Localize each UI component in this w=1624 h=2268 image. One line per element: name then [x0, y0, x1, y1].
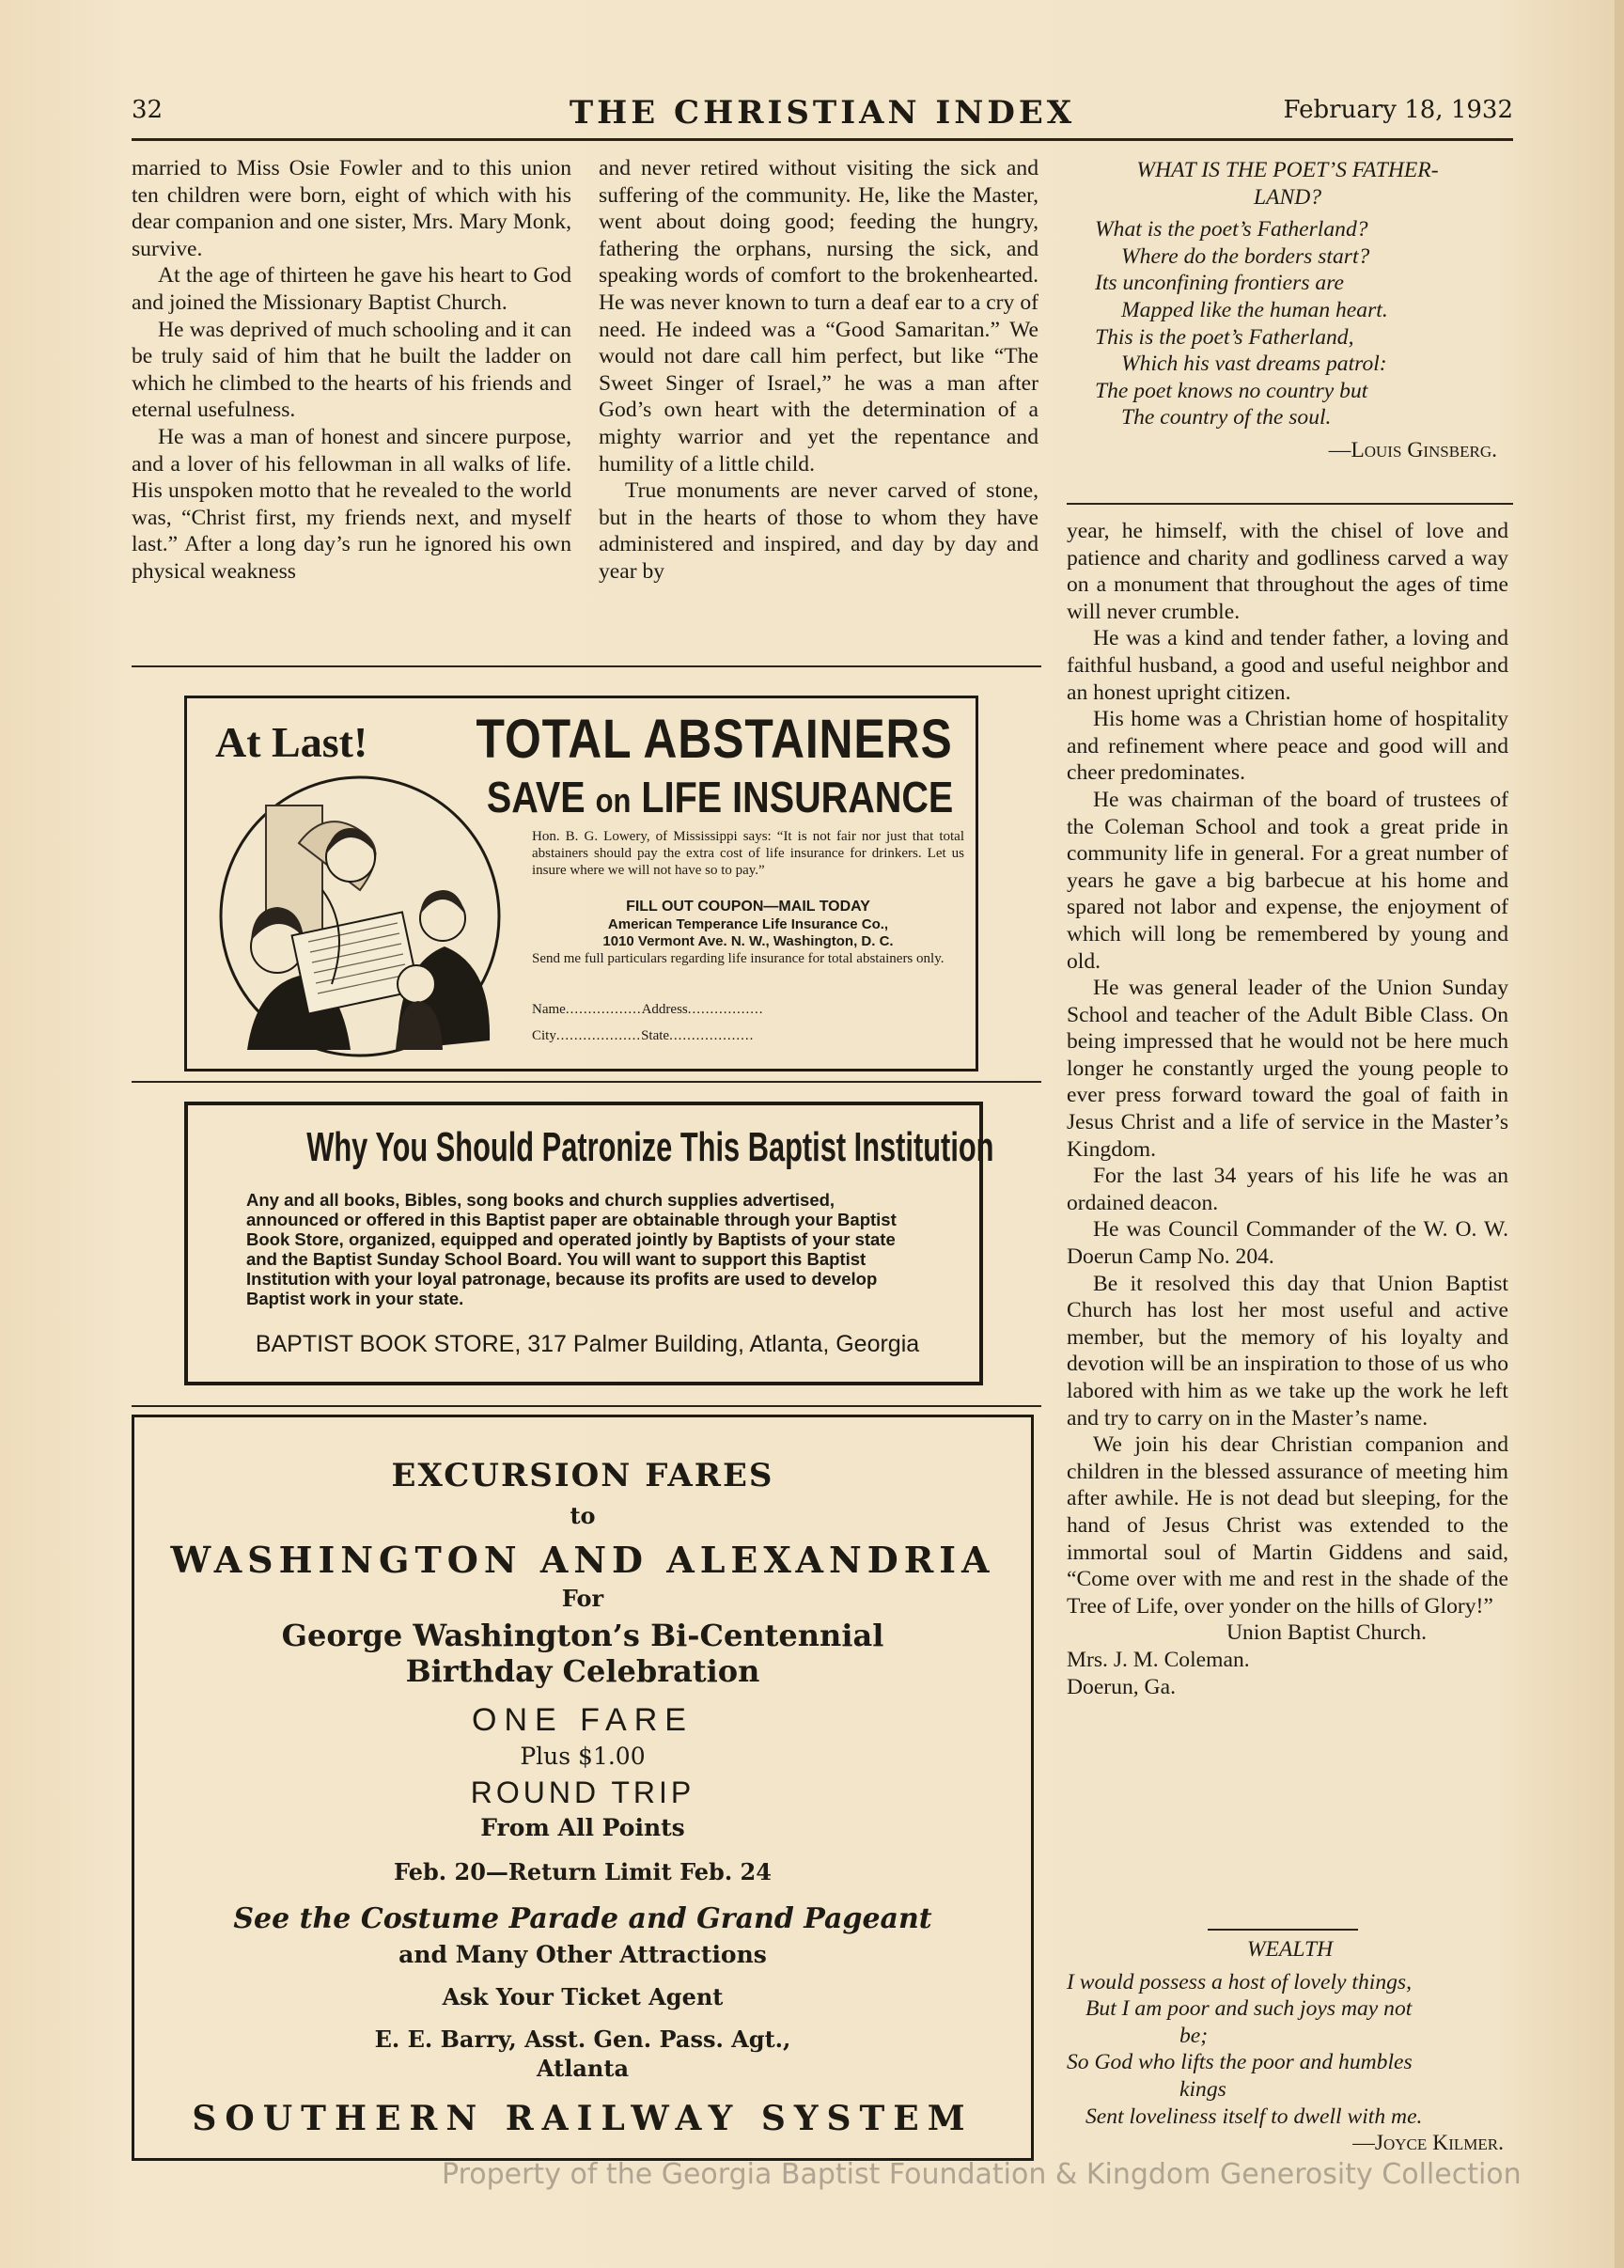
coupon-row-1: [532, 1001, 964, 1019]
bookstore-footer: BAPTIST BOOK STORE, 317 Palmer Building, Atlanta, Georgia: [255, 1331, 920, 1357]
railway-line: to: [570, 1502, 596, 1529]
ad-subheadline: [487, 772, 953, 822]
column-2-text: [599, 155, 1038, 586]
publication-title: THE CHRISTIAN INDEX: [569, 94, 1076, 132]
paragraph: Be it resolved this day that Union Baptist Church has lost her most useful and active member, but the memory of his loyalty and devotion will be an inspiration to those of us who labored with him as we take up the work he left and try to carry on in the Master’s name.: [1067, 1271, 1508, 1431]
bookstore-headline: Why You Should Patronize This Baptist Institution: [306, 1124, 994, 1170]
ad-subheadline-part: LIFE INSURANCE: [641, 773, 953, 821]
railway-content: [134, 1417, 1031, 2138]
coupon-address-label: Address: [641, 1002, 688, 1017]
poem-line: Sent loveliness itself to dwell with me.: [1085, 2104, 1423, 2129]
paragraph: He was a kind and tender father, a loving and faithful husband, a good and useful neighbor and an honest upright citizen.: [1067, 626, 1508, 705]
coupon-name-label: Name: [532, 1002, 566, 1017]
railway-line: SOUTHERN RAILWAY SYSTEM: [192, 2099, 974, 2138]
ad-company: American Temperance Life Insurance Co.,: [607, 916, 889, 932]
poem-line: I would possess a host of lovely things,: [1067, 1969, 1413, 1994]
paragraph: At the age of thirteen he gave his heart to God and joined the Missionary Baptist Church.: [132, 263, 571, 315]
paragraph: He was chairman of the board of trustees of the Coleman School and took a great pride in community life in general. For a great number of years he gave a big barbecue at his home and spared not labor and expense, the enjoyment of which will long be remembered by young and old.: [1067, 787, 1508, 974]
ad-headline-right: TOTAL ABSTAINERS: [476, 709, 953, 770]
issue-date: February 18, 1932: [1283, 96, 1513, 124]
railway-line: Plus $1.00: [520, 1743, 646, 1770]
coupon-address-field[interactable]: .................: [687, 1002, 764, 1017]
page-edge: [1615, 0, 1624, 2268]
poem-line: But I am poor and such joys may not: [1085, 1996, 1413, 2022]
ad-divider-rule: [132, 1405, 1041, 1407]
signature-place: Doerun, Ga.: [1067, 1674, 1176, 1699]
poem-divider-rule: [1067, 503, 1513, 505]
ad-divider-rule: [132, 1081, 1041, 1083]
poem-line: be;: [1179, 2023, 1209, 2048]
railway-line: and Many Other Attractions: [398, 1941, 767, 1968]
railway-line: Atlanta: [536, 2055, 630, 2082]
paragraph: He was deprived of much schooling and it can be truly said of him that he built the ladder on which he climbed to the hearts of his friends and eternal usefulness.: [132, 317, 571, 423]
railway-line: For: [561, 1585, 604, 1612]
poem-poets-fatherland: [1067, 157, 1508, 464]
paragraph: He was general leader of the Union Sunday School and teacher of the Adult Bible Class. On being impressed that he would not be here much longer he constantly urged the young people to ever press forward toward the goal of faith in Jesus Christ and a life of service in the Master’s Kingdom.: [1067, 976, 1508, 1162]
coupon-state-field[interactable]: ...................: [669, 1028, 755, 1043]
bookstore-body: Any and all books, Bibles, song books and church supplies advertised, announced or offered in this Baptist paper are obtainable through your Baptist Book Store, organized, equipped and operated jointly by Baptists of your state and the Baptist Sunday School Board. You will want to support this Baptist Institution with your loyal patronage, because its profits are used to develop Baptist work in your state.: [246, 1190, 897, 1308]
poem-line: The country of the soul.: [1121, 405, 1332, 430]
column-1-text: [132, 155, 571, 586]
coupon-row-2: [532, 1027, 964, 1045]
header-rule: [132, 138, 1513, 141]
coupon-state-label: State: [641, 1028, 670, 1043]
paragraph: We join his dear Christian companion and children in the blessed assurance of meeting him after awhile. He is not dead but sleeping, for the hand of Jesus Christ was extended to the immortal soul of Martin Giddens and said, “Come over with me and rest in the shade of the Tree of Life, over yonder on the hills of Glory!”: [1067, 1432, 1508, 1619]
poem-line: What is the poet’s Fatherland?: [1095, 217, 1368, 242]
paragraph: True monuments are never carved of stone, but in the hearts of those to whom they have administered and inspired, and day by day and year by: [599, 478, 1038, 584]
poem-wealth: [1067, 1936, 1513, 2157]
poem-line: The poet knows no country but: [1095, 378, 1368, 403]
paragraph: He was a man of honest and sincere purpose, and a lover of his fellowman in all walks of life. His unspoken motto that he revealed to the world was, “Christ first, my friends next, and myself last.” After a long day’s run he ignored his own physical weakness: [132, 424, 571, 584]
poem-line: Mapped like the human heart.: [1121, 297, 1388, 322]
coupon-city-field[interactable]: ...................: [555, 1028, 642, 1043]
bookstore-ad: [184, 1102, 994, 1385]
railway-line: ONE FARE: [472, 1702, 694, 1738]
page-number: 32: [132, 96, 164, 124]
coupon-city-label: City: [532, 1028, 556, 1043]
railway-line: George Washington’s Bi-Centennial: [281, 1618, 884, 1653]
railway-ad: [132, 1415, 1034, 2161]
poem-title: WHAT IS THE POET’S FATHER-: [1136, 158, 1439, 182]
ad-subheadline-part: SAVE: [486, 773, 586, 821]
poem-line: This is the poet’s Fatherland,: [1095, 324, 1354, 350]
ad-cta: FILL OUT COUPON—MAIL TODAY: [626, 899, 870, 915]
ad-headline-left: At Last!: [215, 718, 368, 766]
poem-line: Its unconfining frontiers are: [1095, 271, 1344, 296]
paragraph: married to Miss Osie Fowler and to this union ten children were born, eight of which with his dear companion and one sister, Mrs. Mary Monk, survive.: [132, 156, 571, 261]
railway-line: E. E. Barry, Asst. Gen. Pass. Agt.,: [374, 2026, 791, 2053]
railway-line: Birthday Celebration: [405, 1653, 760, 1689]
paragraph: His home was a Christian home of hospitality and refinement where peace and good will and cheer predominates.: [1067, 707, 1508, 786]
ad-address: 1010 Vermont Ave. N. W., Washington, D. C.: [602, 933, 894, 949]
signature-name: Mrs. J. M. Coleman.: [1067, 1647, 1250, 1672]
family-reading-illustration: [210, 768, 510, 1059]
railway-line: ROUND TRIP: [470, 1775, 695, 1809]
page-header: [132, 94, 1513, 132]
signature-church: Union Baptist Church.: [1226, 1620, 1427, 1646]
railway-line: From All Points: [480, 1814, 685, 1841]
railway-line: WASHINGTON AND ALEXANDRIA: [170, 1539, 995, 1581]
poem-author: —Louis Ginsberg.: [1328, 437, 1497, 462]
poem-title: WEALTH: [1246, 1937, 1334, 1962]
column-3-text: [1067, 518, 1508, 1700]
poem-author: —Joyce Kilmer.: [1352, 2131, 1504, 2156]
poem-line: So God who lifts the poor and humbles: [1067, 2050, 1413, 2075]
insurance-ad: [184, 696, 978, 1071]
paragraph: He was Council Commander of the W. O. W. Doerun Camp No. 204.: [1067, 1217, 1508, 1270]
coupon-name-field[interactable]: .................: [565, 1002, 642, 1017]
railway-line: See the Costume Parade and Grand Pageant: [233, 1902, 932, 1935]
collection-watermark: Property of the Georgia Baptist Foundation & Kingdom Generosity Collection: [442, 2158, 1522, 2191]
paragraph: For the last 34 years of his life he was an ordained deacon.: [1067, 1164, 1508, 1215]
column-divider-rule: [132, 665, 1041, 667]
ad-subheadline-part: on: [595, 781, 632, 820]
paragraph: and never retired without visiting the sick and suffering of the community. He, like the Master, went about doing good; feeding the hungry, fathering the orphans, nursing the sick, and speaking words of comfort to the brokenhearted. He was never known to turn a deaf ear to a cry of need. He indeed was a “Good Samaritan.” We would not dare call him perfect, but like “The Sweet Singer of Israel,” he was a man after God’s own heart with the determination of a mighty warrior and yet the repentance and humility of a little child.: [599, 156, 1038, 477]
paragraph: year, he himself, with the chisel of love and patience and charity and godliness carved a way on a monument that throughout the ages of time will never crumble.: [1067, 519, 1508, 624]
poem-line: kings: [1179, 2076, 1226, 2102]
poem-title: LAND?: [1253, 184, 1322, 210]
ad-request: Send me full particulars regarding life insurance for total abstainers only.: [532, 951, 945, 966]
railway-line: EXCURSION FARES: [391, 1457, 774, 1494]
poem-divider-rule: [1208, 1929, 1358, 1931]
ad-quote: Hon. B. G. Lowery, of Mississippi says: “It is not fair nor just that total abstainers should pay the extra cost of life insurance for drinkers. Let us insure where we will not have so to pay.”: [532, 829, 964, 878]
railway-line: Ask Your Ticket Agent: [442, 1983, 724, 2010]
poem-line: Which his vast dreams patrol:: [1121, 352, 1387, 377]
railway-line: Feb. 20—Return Limit Feb. 24: [394, 1858, 772, 1885]
poem-line: Where do the borders start?: [1121, 243, 1370, 269]
